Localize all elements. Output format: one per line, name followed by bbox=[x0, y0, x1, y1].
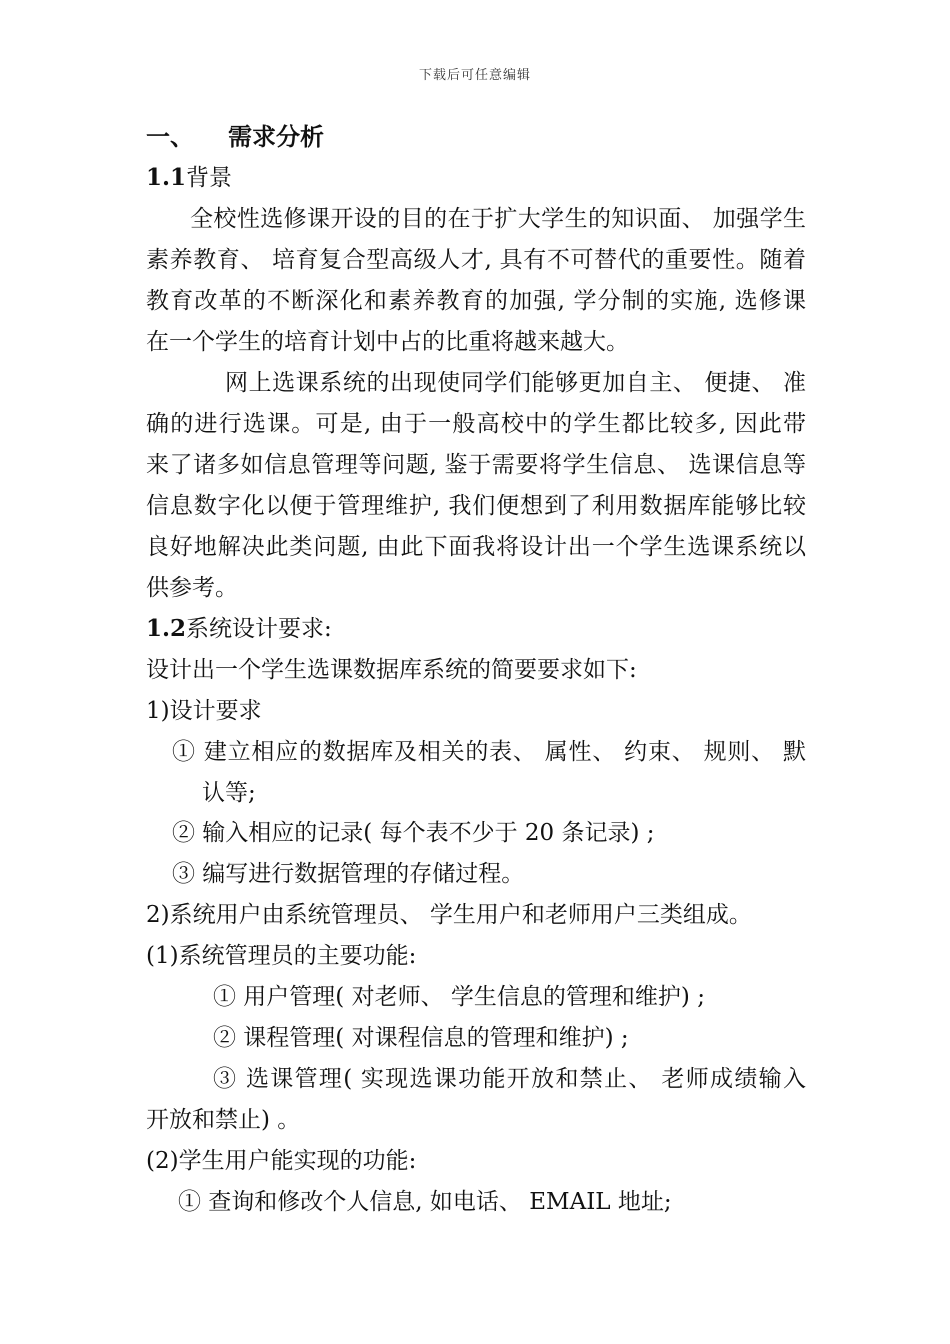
list-title: (1)系统管理员的主要功能: bbox=[146, 943, 417, 969]
list-item-continuation: 认等; bbox=[202, 780, 256, 806]
intro-line: 设计出一个学生选课数据库系统的简要要求如下: bbox=[146, 657, 637, 683]
section-title: 需求分析 bbox=[228, 122, 324, 151]
subsection-title: 系统设计要求: bbox=[186, 616, 332, 642]
paragraph-line: 全校性选修课开设的目的在于扩大学生的知识面、 加强学生 bbox=[190, 206, 806, 232]
paragraph-line: 来了诸多如信息管理等问题, 鉴于需要将学生信息、 选课信息等 bbox=[146, 452, 806, 478]
paragraph-line: 网上选课系统的出现使同学们能够更加自主、 便捷、 准 bbox=[225, 370, 806, 396]
list-title: (2)学生用户能实现的功能: bbox=[146, 1148, 417, 1174]
list-item: ② 课程管理( 对课程信息的管理和维护) ; bbox=[213, 1025, 629, 1051]
subsection-number: 1.1 bbox=[146, 164, 187, 191]
list-item: ① 用户管理( 对老师、 学生信息的管理和维护) ; bbox=[213, 984, 705, 1010]
paragraph-line: 良好地解决此类问题, 由此下面我将设计出一个学生选课系统以 bbox=[146, 534, 806, 560]
subsection-title: 背景 bbox=[186, 165, 233, 191]
list-item: ③ 选课管理( 实现选课功能开放和禁止、 老师成绩输入 bbox=[213, 1066, 806, 1092]
paragraph-line: 供参考。 bbox=[146, 575, 238, 601]
paragraph-line: 信息数字化以便于管理维护, 我们便想到了利用数据库能够比较 bbox=[146, 493, 806, 519]
list-item-continuation: 开放和禁止) 。 bbox=[146, 1107, 301, 1133]
list-item: ② 输入相应的记录( 每个表不少于 20 条记录) ; bbox=[172, 820, 655, 846]
section-number: 一、 bbox=[146, 122, 194, 151]
paragraph-line: 教育改革的不断深化和素养教育的加强, 学分制的实施, 选修课 bbox=[146, 288, 806, 314]
paragraph-line: 素养教育、 培育复合型高级人才, 具有不可替代的重要性。随着 bbox=[146, 247, 806, 273]
subsection-number: 1.2 bbox=[146, 615, 187, 642]
list-item: ③ 编写进行数据管理的存储过程。 bbox=[172, 861, 525, 887]
list-item: ① 建立相应的数据库及相关的表、 属性、 约束、 规则、 默 bbox=[172, 739, 806, 765]
page-header: 下载后可任意编辑 bbox=[418, 68, 531, 83]
list-item: ① 查询和修改个人信息, 如电话、 EMAIL 地址; bbox=[178, 1189, 672, 1215]
paragraph-line: 在一个学生的培育计划中占的比重将越来越大。 bbox=[146, 329, 629, 355]
subsection-heading-requirements bbox=[146, 613, 806, 645]
list-title: 1)设计要求 bbox=[146, 698, 262, 724]
paragraph-line: 确的进行选课。可是, 由于一般高校中的学生都比较多, 因此带 bbox=[146, 411, 806, 437]
subsection-heading-background bbox=[146, 162, 806, 194]
list-title: 2)系统用户由系统管理员、 学生用户和老师用户三类组成。 bbox=[146, 902, 752, 928]
section-heading bbox=[146, 121, 806, 153]
